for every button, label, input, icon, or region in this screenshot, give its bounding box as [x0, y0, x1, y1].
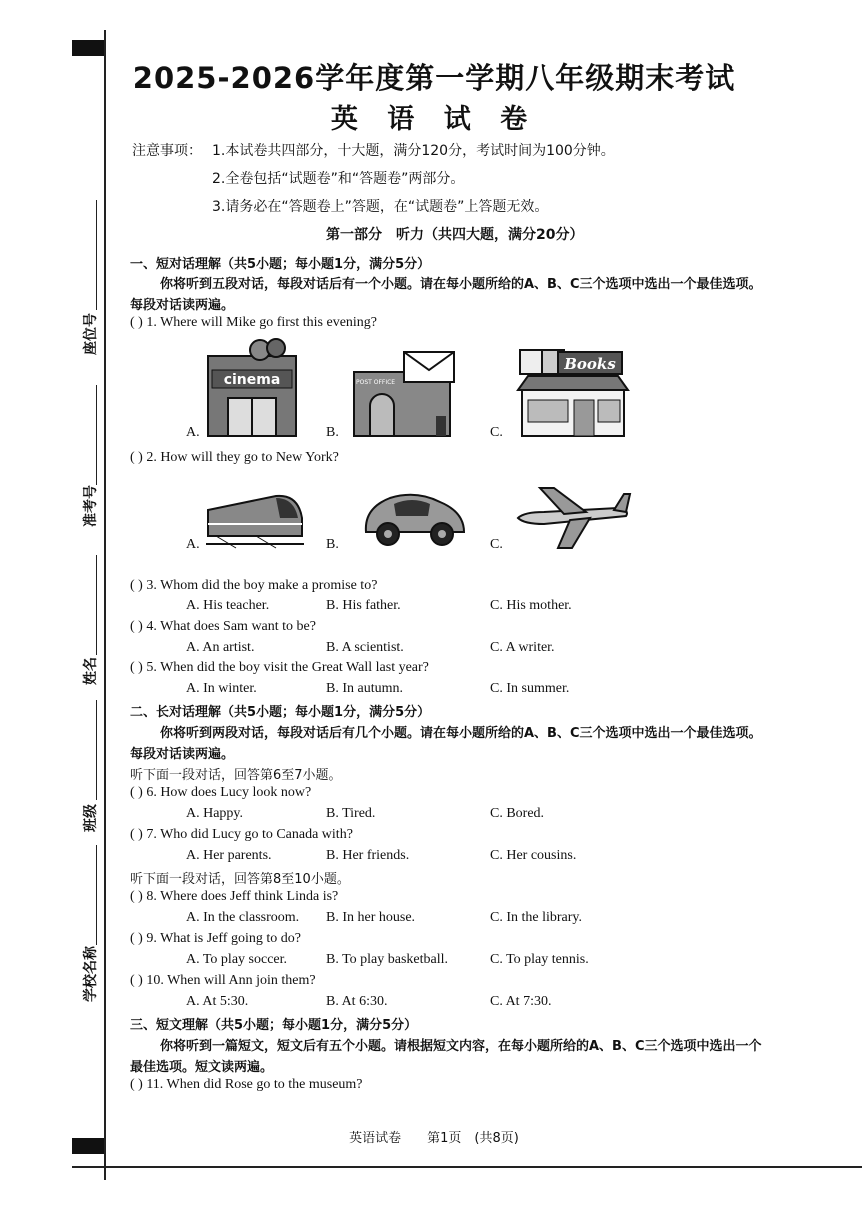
binding-line [104, 30, 106, 1180]
svg-text:POST OFFICE: POST OFFICE [356, 379, 396, 386]
section3-instr1: 你将听到一篇短文，短文后有五个小题。请根据短文内容，在每小题所给的A、B、C三个选项中选出一个 [160, 1039, 762, 1054]
q9-option-a: A. To play soccer. [186, 952, 288, 967]
q2-label-b: B. [326, 537, 339, 552]
exam-title: 2025-2026学年度第一学期八年级期末考试 [132, 61, 736, 95]
question-9: ( ) 9. What is Jeff going to do? [130, 931, 301, 946]
side-label-exam-number: 准考号 [83, 485, 99, 527]
svg-text:Books: Books [564, 355, 616, 373]
q10-option-a: A. At 5:30. [186, 994, 249, 1009]
part1-header: 第一部分 听力（共四大题，满分20分） [326, 227, 584, 243]
exam-subtitle: 英 语 试 卷 [330, 104, 538, 135]
q8-option-c: C. In the library. [490, 910, 583, 925]
section2-sub2: 听下面一段对话，回答第8至10小题。 [130, 872, 350, 887]
q4-option-a: A. An artist. [186, 640, 255, 655]
q2-label-c: C. [490, 537, 503, 552]
q6-option-b: B. Tired. [326, 806, 376, 821]
question-5: ( ) 5. When did the boy visit the Great Wall last year? [130, 660, 429, 675]
svg-text:cinema: cinema [223, 372, 281, 388]
section2-instr1: 你将听到两段对话，每段对话后有几个小题。请在每小题所给的A、B、C三个选项中选出一个最佳选项。 [160, 726, 762, 741]
q7-option-c: C. Her cousins. [490, 848, 577, 863]
q4-option-b: B. A scientist. [326, 640, 404, 655]
q3-option-a: A. His teacher. [186, 598, 270, 613]
q6-option-a: A. Happy. [186, 806, 244, 821]
note-item-3: 3.请务必在“答题卷上”答题，在“试题卷”上答题无效。 [212, 199, 549, 215]
q8-option-b: B. In her house. [326, 910, 416, 925]
side-label-class: 班级 [83, 804, 99, 832]
fill-line [96, 700, 97, 800]
section3-title: 三、短文理解（共5小题；每小题1分，满分5分） [130, 1018, 418, 1033]
q2-label-a: A. [186, 537, 200, 552]
section3-instr2: 最佳选项。短文读两遍。 [130, 1060, 274, 1075]
q7-option-b: B. Her friends. [326, 848, 410, 863]
q6-option-c: C. Bored. [490, 806, 545, 821]
side-label-name: 姓名 [83, 657, 99, 685]
fill-line [96, 845, 97, 945]
notes-label: 注意事项： [132, 143, 202, 159]
question-1: ( ) 1. Where will Mike go first this evening? [130, 315, 378, 330]
cinema-icon [206, 336, 298, 438]
section1-title: 一、短对话理解（共5小题；每小题1分，满分5分） [130, 257, 431, 272]
note-item-1: 1.本试卷共四部分，十大题，满分120分，考试时间为100分钟。 [212, 143, 615, 159]
fill-line [96, 385, 97, 485]
question-2: ( ) 2. How will they go to New York? [130, 450, 339, 465]
fill-line [96, 555, 97, 655]
section1-instr2: 每段对话读两遍。 [130, 298, 235, 313]
q5-option-c: C. In summer. [490, 681, 570, 696]
q4-option-c: C. A writer. [490, 640, 555, 655]
q1-label-c: C. [490, 425, 503, 440]
q3-option-b: B. His father. [326, 598, 401, 613]
side-label-school: 学校名称 [83, 946, 99, 1002]
section2-title: 二、长对话理解（共5小题；每小题1分，满分5分） [130, 705, 431, 720]
question-8: ( ) 8. Where does Jeff think Linda is? [130, 889, 339, 904]
question-10: ( ) 10. When will Ann join them? [130, 973, 316, 988]
fill-line [96, 200, 97, 310]
question-11: ( ) 11. When did Rose go to the museum? [130, 1077, 363, 1092]
note-item-2: 2.全卷包括“试题卷”和“答题卷”两部分。 [212, 171, 465, 187]
q8-option-a: A. In the classroom. [186, 910, 300, 925]
q1-label-b: B. [326, 425, 339, 440]
q7-option-a: A. Her parents. [186, 848, 272, 863]
bookstore-icon [514, 344, 632, 438]
page-footer: 英语试卷 第1页 (共8页) [349, 1131, 519, 1146]
q1-label-a: A. [186, 425, 200, 440]
section2-instr2: 每段对话读两遍。 [130, 747, 235, 762]
side-label-seat: 座位号 [83, 313, 99, 355]
airplane-icon [514, 484, 632, 550]
q9-option-b: B. To play basketball. [326, 952, 449, 967]
question-3: ( ) 3. Whom did the boy make a promise to? [130, 578, 378, 593]
question-6: ( ) 6. How does Lucy look now? [130, 785, 312, 800]
q10-option-b: B. At 6:30. [326, 994, 388, 1009]
car-icon [360, 488, 468, 548]
section1-instr1: 你将听到五段对话，每段对话后有一个小题。请在每小题所给的A、B、C三个选项中选出一个最佳选项。 [160, 277, 762, 292]
q9-option-c: C. To play tennis. [490, 952, 589, 967]
question-4: ( ) 4. What does Sam want to be? [130, 619, 316, 634]
section2-sub1: 听下面一段对话，回答第6至7小题。 [130, 768, 342, 783]
q5-option-a: A. In winter. [186, 681, 257, 696]
question-7: ( ) 7. Who did Lucy go to Canada with? [130, 827, 353, 842]
q10-option-c: C. At 7:30. [490, 994, 552, 1009]
q3-option-c: C. His mother. [490, 598, 572, 613]
corner-mark-top [72, 40, 106, 56]
bottom-rule [72, 1166, 862, 1168]
post-office-icon [352, 350, 462, 438]
q5-option-b: B. In autumn. [326, 681, 403, 696]
train-icon [206, 488, 306, 550]
